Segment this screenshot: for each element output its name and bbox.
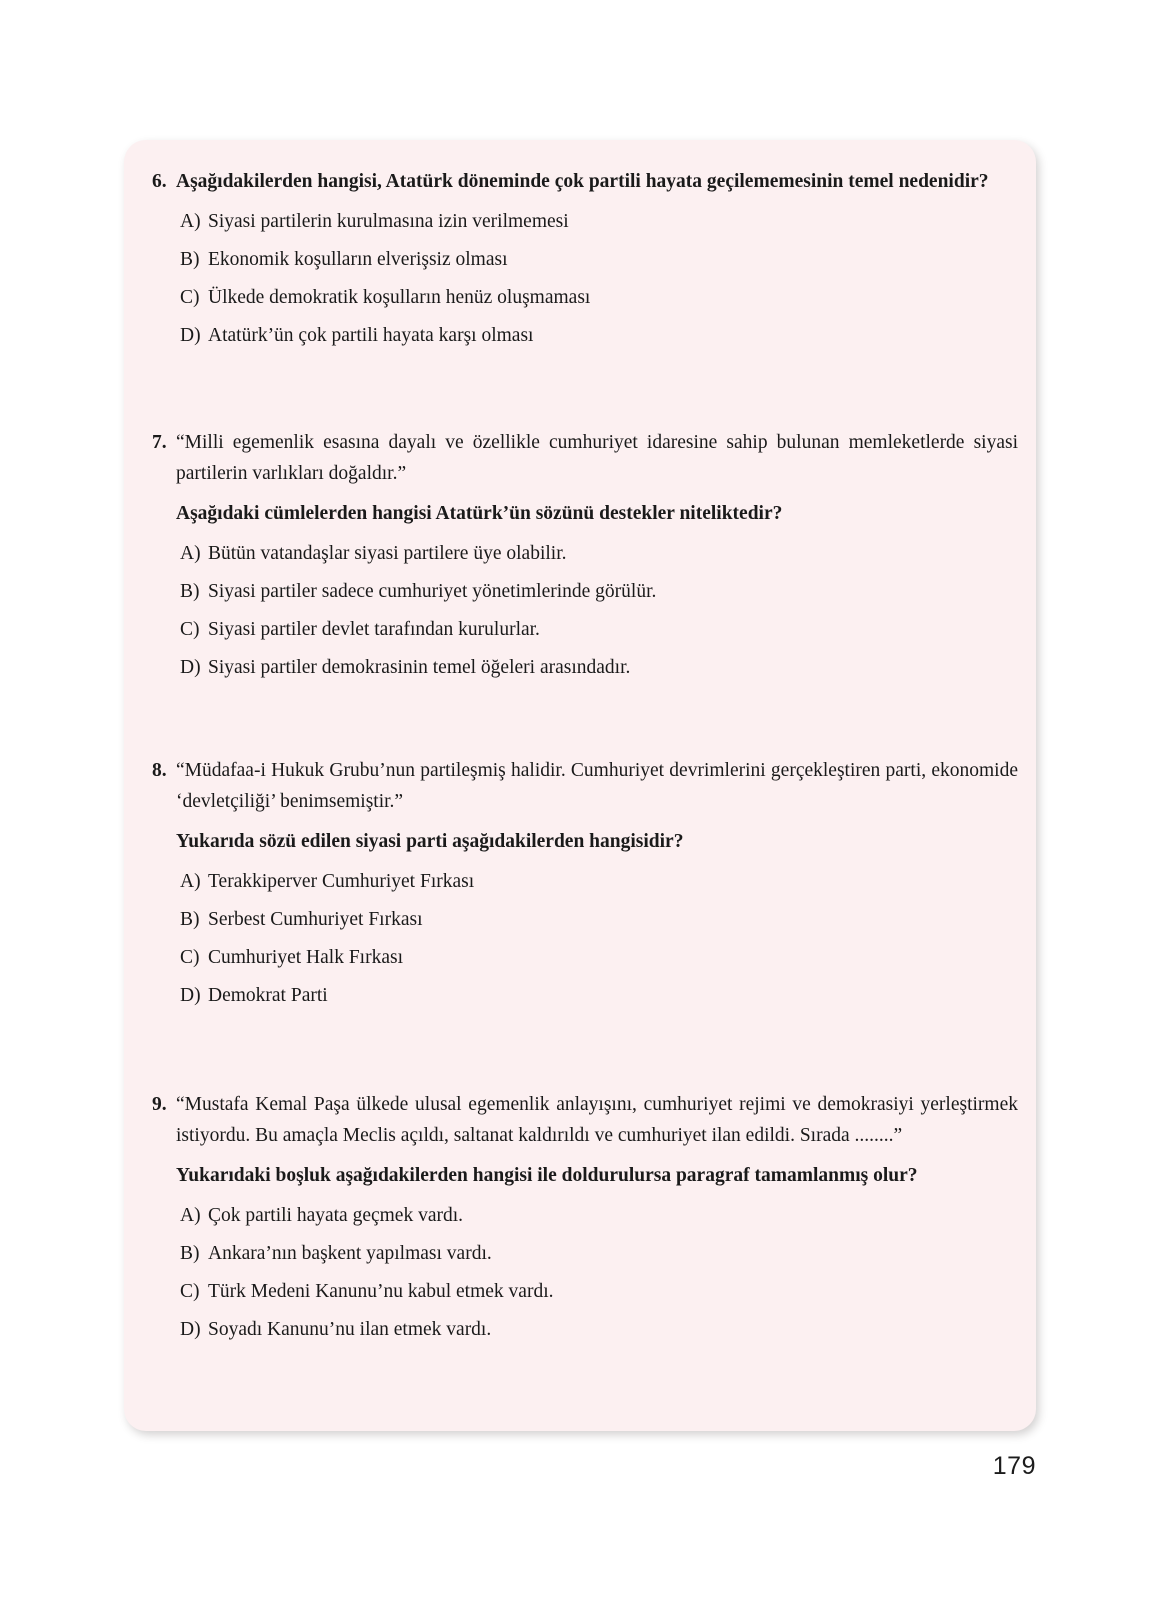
option-c[interactable] bbox=[152, 282, 1018, 313]
option-label: Terakkiperver Cumhuriyet Fırkası bbox=[208, 871, 475, 892]
question-number: 6. bbox=[152, 171, 167, 192]
page-number: 179 bbox=[992, 1452, 1036, 1480]
option-key: B) bbox=[180, 581, 200, 602]
question-number: 9. bbox=[152, 1094, 167, 1115]
option-label: Siyasi partilerin kurulmasına izin verilmemesi bbox=[208, 211, 569, 232]
option-label: Ankara’nın başkent yapılması vardı. bbox=[208, 1243, 492, 1264]
option-d[interactable] bbox=[152, 980, 1018, 1011]
question-quote: “Milli egemenlik esasına dayalı ve özellikle cumhuriyet idaresine sahip bulunan memleketlerde siyasi partilerin varlıkları doğaldır.” bbox=[176, 432, 1018, 484]
option-d[interactable] bbox=[152, 1314, 1018, 1345]
option-key: A) bbox=[180, 871, 201, 892]
option-label: Demokrat Parti bbox=[208, 985, 328, 1006]
question-prompt: Yukarıdaki boşluk aşağıdakilerden hangisi ile doldurulursa paragraf tamamlanmış olur? bbox=[176, 1165, 918, 1186]
question-stem-row bbox=[152, 427, 1018, 489]
option-key: A) bbox=[180, 543, 201, 564]
option-key: B) bbox=[180, 909, 200, 930]
question-stem-row bbox=[152, 1089, 1018, 1151]
option-c[interactable] bbox=[152, 1276, 1018, 1307]
option-key: D) bbox=[180, 325, 201, 346]
option-c[interactable] bbox=[152, 614, 1018, 645]
option-a[interactable] bbox=[152, 866, 1018, 897]
option-label: Serbest Cumhuriyet Fırkası bbox=[208, 909, 423, 930]
question-block-8 bbox=[152, 755, 1018, 1011]
options-list-8 bbox=[152, 866, 1018, 1011]
option-key: C) bbox=[180, 947, 200, 968]
question-stem-row bbox=[152, 166, 1018, 197]
question-number: 7. bbox=[152, 432, 167, 453]
option-label: Siyasi partiler sadece cumhuriyet yönetimlerinde görülür. bbox=[208, 581, 657, 602]
option-label: Atatürk’ün çok partili hayata karşı olması bbox=[208, 325, 534, 346]
option-label: Siyasi partiler devlet tarafından kurulurlar. bbox=[208, 619, 540, 640]
question-quote: “Müdafaa-i Hukuk Grubu’nun partileşmiş halidir. Cumhuriyet devrimlerini gerçekleştiren parti, ekonomide ‘devletçiliği’ benimsemiştir.” bbox=[176, 760, 1018, 812]
option-label: Bütün vatandaşlar siyasi partilere üye olabilir. bbox=[208, 543, 567, 564]
option-label: Ülkede demokratik koşulların henüz oluşmaması bbox=[208, 287, 591, 308]
option-key: D) bbox=[180, 657, 201, 678]
option-a[interactable] bbox=[152, 538, 1018, 569]
question-block-9 bbox=[152, 1089, 1018, 1345]
option-b[interactable] bbox=[152, 576, 1018, 607]
question-block-7 bbox=[152, 427, 1018, 683]
option-key: B) bbox=[180, 249, 200, 270]
question-stem-row bbox=[152, 755, 1018, 817]
option-c[interactable] bbox=[152, 942, 1018, 973]
option-key: B) bbox=[180, 1243, 200, 1264]
option-key: D) bbox=[180, 985, 201, 1006]
question-stem: Aşağıdakilerden hangisi, Atatürk döneminde çok partili hayata geçilememesinin temel nedenidir? bbox=[176, 171, 989, 192]
option-a[interactable] bbox=[152, 1200, 1018, 1231]
question-number: 8. bbox=[152, 760, 167, 781]
options-list-7 bbox=[152, 538, 1018, 683]
option-key: A) bbox=[180, 211, 201, 232]
option-key: C) bbox=[180, 619, 200, 640]
option-label: Türk Medeni Kanunu’nu kabul etmek vardı. bbox=[208, 1281, 554, 1302]
question-prompt: Yukarıda sözü edilen siyasi parti aşağıdakilerden hangisidir? bbox=[176, 831, 684, 852]
question-card bbox=[124, 140, 1036, 1431]
option-d[interactable] bbox=[152, 652, 1018, 683]
option-key: D) bbox=[180, 1319, 201, 1340]
option-label: Çok partili hayata geçmek vardı. bbox=[208, 1205, 464, 1226]
option-b[interactable] bbox=[152, 1238, 1018, 1269]
options-list-9 bbox=[152, 1200, 1018, 1345]
question-prompt: Aşağıdaki cümlelerden hangisi Atatürk’ün sözünü destekler niteliktedir? bbox=[176, 503, 783, 524]
question-list bbox=[152, 162, 1018, 1345]
option-label: Cumhuriyet Halk Fırkası bbox=[208, 947, 403, 968]
option-b[interactable] bbox=[152, 244, 1018, 275]
option-key: A) bbox=[180, 1205, 201, 1226]
option-key: C) bbox=[180, 1281, 200, 1302]
option-d[interactable] bbox=[152, 320, 1018, 351]
option-b[interactable] bbox=[152, 904, 1018, 935]
option-a[interactable] bbox=[152, 206, 1018, 237]
option-label: Siyasi partiler demokrasinin temel öğeleri arasındadır. bbox=[208, 657, 631, 678]
option-label: Soyadı Kanunu’nu ilan etmek vardı. bbox=[208, 1319, 492, 1340]
option-key: C) bbox=[180, 287, 200, 308]
options-list-6 bbox=[152, 206, 1018, 351]
question-quote: “Mustafa Kemal Paşa ülkede ulusal egemenlik anlayışını, cumhuriyet rejimi ve demokrasiyi yerleştirmek istiyordu. Bu amaçla Meclis açıldı, saltanat kaldırıldı ve cumhuriyet ilan edildi. Sırada ........” bbox=[176, 1094, 1018, 1146]
option-label: Ekonomik koşulların elverişsiz olması bbox=[208, 249, 508, 270]
question-block-6 bbox=[152, 166, 1018, 351]
